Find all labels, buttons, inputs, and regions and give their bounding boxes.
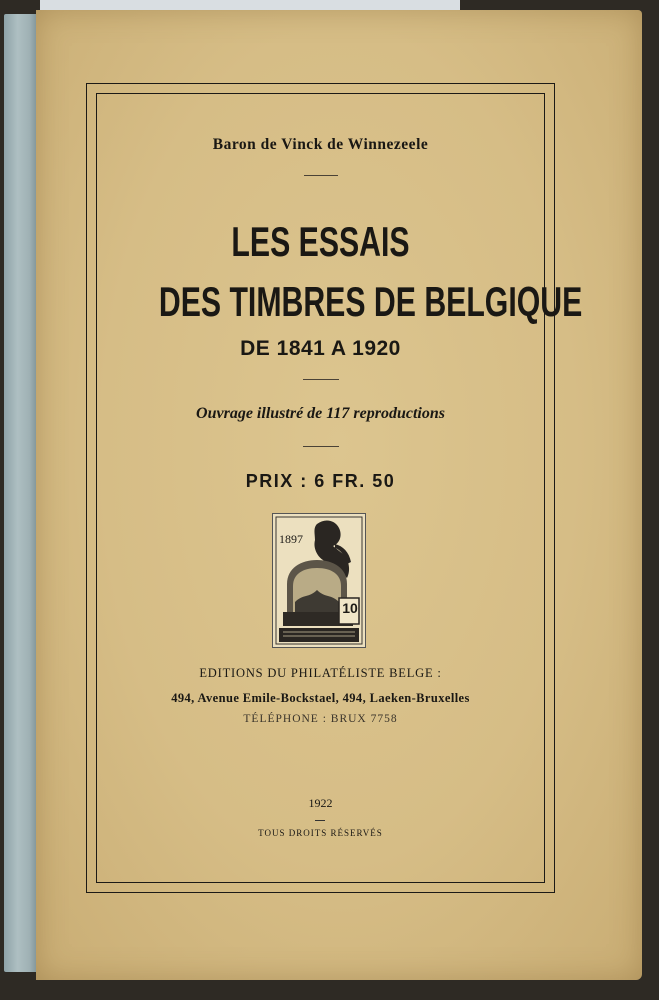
- divider: [303, 446, 339, 447]
- stamp-value: 10: [342, 600, 358, 616]
- publication-year: 1922: [308, 796, 333, 810]
- divider: [304, 175, 338, 176]
- publisher-phone: TÉLÉPHONE : BRUX 7758: [243, 713, 398, 725]
- price: PRIX : 6 FR. 50: [245, 471, 396, 491]
- author-name: Baron de Vinck de Winnezeele: [212, 136, 429, 153]
- book-spine: [4, 14, 38, 972]
- title-line-1: LES ESSAIS: [231, 218, 410, 265]
- divider: [315, 820, 325, 821]
- stamp-illustration: [272, 513, 366, 648]
- publisher-address: 494, Avenue Emile-Bockstael, 494, Laeken-Bruxelles: [171, 691, 470, 705]
- rights-notice: TOUS DROITS RÉSERVÉS: [258, 828, 383, 838]
- stamp-year: 1897: [279, 532, 303, 546]
- background-strip: [40, 0, 460, 10]
- divider: [303, 379, 339, 380]
- publisher-line: EDITIONS DU PHILATÉLISTE BELGE :: [199, 666, 442, 680]
- date-range: DE 1841 A 1920: [240, 337, 401, 360]
- subtitle: Ouvrage illustré de 117 reproductions: [196, 405, 445, 422]
- title-line-2: DES TIMBRES DE BELGIQUE: [158, 278, 583, 325]
